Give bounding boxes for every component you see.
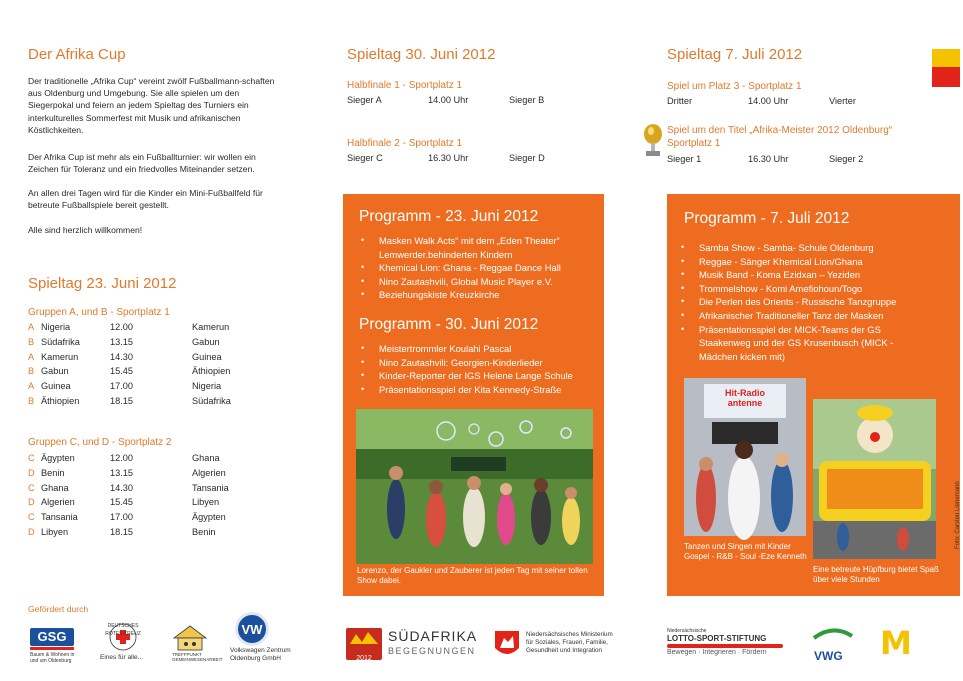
program-item: • Meistertrommler Koulahi Pascal — [359, 342, 595, 356]
program-item: • Nino Zautashvili: Georgien-Kinderlieder — [359, 356, 595, 370]
team-away: Tansania — [192, 482, 229, 493]
photo-gospel — [684, 378, 806, 536]
team-home: Südafrika — [41, 336, 80, 347]
match-time: 15.45 — [110, 366, 133, 377]
day3-title: Spieltag 7. Juli 2012 — [667, 46, 803, 63]
semifinal2-team2: Sieger D — [509, 153, 545, 163]
vw-logo — [230, 612, 300, 668]
program-panel-right — [667, 194, 960, 596]
suedafrika-logo-sub: BEGEGNUNGEN — [388, 646, 476, 656]
semifinal1-title: Halbfinale 1 - Sportplatz 1 — [347, 80, 463, 91]
team-away: Ägypten — [192, 512, 226, 523]
match-row — [28, 396, 268, 410]
group-cd-title: Gruppen C, und D - Sportplatz 2 — [28, 437, 172, 448]
mcdonalds-logo: M — [880, 624, 912, 662]
match-time: 15.45 — [110, 497, 133, 508]
match-time: 17.00 — [110, 512, 133, 523]
team-home: Benin — [41, 467, 65, 478]
program2-title: Programm - 30. Juni 2012 — [359, 316, 539, 333]
group-letter: C — [28, 453, 35, 463]
team-home: Äthiopien — [41, 396, 80, 406]
semifinal1-team2: Sieger B — [509, 95, 545, 105]
third-place-title: Spiel um Platz 3 - Sportplatz 1 — [667, 81, 802, 92]
match-row — [28, 352, 268, 366]
team-home: Algerien — [41, 497, 75, 508]
drk-logo-sub: Eines für alle... — [100, 654, 143, 661]
final-team1: Sieger 1 — [667, 154, 702, 164]
flag-yellow-block — [932, 49, 960, 67]
program-item: • Khemical Lion: Ghana - Reggae Dance Hall — [359, 261, 595, 275]
program3-title: Programm - 7. Juli 2012 — [684, 210, 850, 227]
suedafrika-logo-mark — [346, 628, 382, 660]
gsg-logo — [30, 628, 80, 668]
team-away: Algerien — [192, 467, 226, 478]
program-item: • Nino Zautashvili, Global Music Player e.V. — [359, 275, 595, 289]
vwg-logo-text: VWG — [814, 649, 843, 663]
lotto-logo-sub: Bewegen · Integrieren · Fördern — [667, 649, 767, 656]
team-home: Kamerun — [41, 351, 79, 362]
program1-list — [359, 234, 595, 302]
program-item: • Masken Walk Acts“ mit dem „Eden Theater“ Lemwerder.behinderten Kindern — [359, 234, 595, 261]
treffpunkt-logo-sub: TREFFPUNKT GEMEINWESENARBEIT — [172, 652, 223, 662]
team-away: Nigeria — [192, 381, 222, 392]
match-time: 13.15 — [110, 467, 133, 478]
match-row — [28, 453, 268, 467]
match-time: 14.30 — [110, 351, 133, 362]
match-row — [28, 483, 268, 497]
team-away: Guinea — [192, 351, 222, 362]
final-time: 16.30 Uhr — [748, 154, 789, 164]
final-team2: Sieger 2 — [829, 154, 864, 164]
program-item: • Kinder-Reporter der IGS Helene Lange Schule — [359, 369, 595, 383]
third-place-team1: Dritter — [667, 96, 693, 106]
program2-list — [359, 342, 595, 396]
match-time: 17.00 — [110, 381, 133, 392]
final-title-line2: Sportplatz 1 — [667, 138, 721, 149]
photo-lorenzo-caption: Lorenzo, der Gaukler und Zauberer ist jeden Tag mit seiner tollen Show dabei. — [357, 566, 588, 585]
match-row — [28, 381, 268, 395]
photo-lorenzo — [356, 409, 593, 564]
suedafrika-logo-year: 2012 — [356, 655, 372, 662]
lotto-sport-logo — [667, 628, 787, 662]
semifinal1-team1: Sieger A — [347, 95, 382, 105]
semifinal2-team1: Sieger C — [347, 153, 383, 163]
program-item: • Die Perlen des Orients - Russische Tanzgruppe — [679, 295, 909, 309]
vwg-logo — [810, 628, 856, 662]
match-time: 18.15 — [110, 527, 133, 537]
drk-logo — [100, 622, 150, 666]
match-time: 12.00 — [110, 322, 133, 332]
intro-paragraph: Der traditionelle „Afrika Cup“ vereint zwölf Fußballmann-schaften aus Oldenburg und Umgebung. Sie alle spielen um den Siegerpokal und feiern an jedem Spieltag des Turniers ein interkulturelles Sommerfest mit Musik und afrikanischen Köstlichkeiten. — [28, 76, 275, 135]
team-home: Libyen — [41, 527, 69, 537]
gsg-logo-sub: Bauen & Wohnen in und um Oldenburg — [30, 652, 75, 664]
team-away: Südafrika — [192, 396, 231, 406]
semifinal2-time: 16.30 Uhr — [428, 153, 469, 163]
drk-logo-top: DEUTSCHES ROTES KREUZ — [105, 623, 141, 637]
program-item: • Präsentationsspiel der Kita Kennedy-Straße — [359, 383, 595, 397]
match-time: 12.00 — [110, 453, 133, 463]
semifinal1-time: 14.00 Uhr — [428, 95, 469, 105]
group-letter: D — [28, 527, 35, 537]
niedersachsen-logo — [494, 630, 520, 660]
semifinal1-row — [347, 95, 587, 109]
group-letter: C — [28, 482, 35, 493]
match-row — [28, 366, 268, 380]
program-item: • Afrikanischer Traditioneller Tanz der Masken — [679, 309, 909, 323]
group-letter: D — [28, 497, 35, 508]
team-away: Gabun — [192, 336, 220, 347]
day1-title: Spieltag 23. Juni 2012 — [28, 275, 177, 292]
third-place-row — [667, 96, 907, 110]
match-time: 13.15 — [110, 336, 133, 347]
group-letter: C — [28, 512, 35, 523]
final-row — [667, 154, 907, 168]
third-place-team2: Vierter — [829, 96, 856, 106]
gsg-logo-name: GSG — [30, 628, 74, 646]
group-ab-title: Gruppen A, und B - Sportplatz 1 — [28, 307, 170, 318]
lotto-logo-name: LOTTO-SPORT-STIFTUNG — [667, 634, 767, 643]
team-away: Äthiopien — [192, 366, 231, 377]
day2-title: Spieltag 30. Juni 2012 — [347, 46, 496, 63]
group-letter: B — [28, 366, 35, 377]
match-row — [28, 337, 268, 351]
treffpunkt-logo — [172, 624, 223, 666]
semifinal2-row — [347, 153, 587, 167]
match-row — [28, 468, 268, 482]
program-item: • Präsentationsspiel der MICK-Teams der GS Staakenweg und der GS Krusenbusch (MICK - Mädchen kicken mit) — [679, 323, 909, 364]
intro-paragraph-3: An allen drei Tagen wird für die Kinder ein Mini-Fußballfeld für betreute Fußballspiele bereit gestellt. — [28, 188, 263, 211]
match-time: 14.30 — [110, 482, 133, 493]
match-time: 18.15 — [110, 396, 133, 406]
group-letter: B — [28, 336, 35, 347]
ministry-logo-text: Niedersächsisches Ministerium für Soziales, Frauen, Familie, Gesundheit und Integration — [526, 631, 613, 654]
team-away: Benin — [192, 527, 216, 537]
team-home: Gabun — [41, 366, 69, 377]
photo-bouncy-castle — [813, 399, 936, 559]
lotto-logo-top: Niedersächsische — [667, 628, 707, 634]
team-home: Tansania — [41, 512, 78, 523]
program-item: • Musik Band - Koma Ezidxan – Yeziden — [679, 268, 909, 282]
semifinal2-title: Halbfinale 2 - Sportplatz 1 — [347, 138, 463, 149]
group-letter: A — [28, 381, 35, 392]
match-row — [28, 512, 268, 526]
match-row — [28, 527, 268, 541]
third-place-time: 14.00 Uhr — [748, 96, 789, 106]
program-panel-middle — [343, 194, 604, 596]
photo-gospel-caption: Tanzen und Singen mit Kinder Gospel - R&B - Soul -Eze Kenneth — [684, 542, 807, 561]
intro-paragraph-2: Der Afrika Cup ist mehr als ein Fußballturnier: wir wollen ein Zeichen für Toleranz und ein friedvolles Miteinander setzen. — [28, 152, 256, 175]
photo-credit: Foto: Carsten Lienemann — [955, 481, 961, 549]
group-letter: A — [28, 322, 35, 332]
photo-bouncy-caption: Eine betreute Hüpfburg bietet Spaß über viele Stunden — [813, 565, 939, 584]
vw-logo-sub: Volkswagen Zentrum Oldenburg GmbH — [230, 647, 291, 662]
program-item: • Trommelshow - Komi Amefiohoun/Togo — [679, 282, 909, 296]
vw-logo-name: VW — [235, 612, 269, 646]
final-title: Spiel um den Titel „Afrika-Meister 2012 Oldenburg“ — [667, 125, 893, 136]
radio-banner: Hit-Radio antenne — [725, 388, 765, 408]
team-home: Ägypten — [41, 453, 75, 463]
program3-list — [679, 241, 909, 363]
team-home: Ghana — [41, 482, 69, 493]
team-away: Kamerun — [192, 322, 230, 332]
group-letter: B — [28, 396, 35, 406]
funded-by-label: Gefördert durch — [28, 604, 89, 614]
program1-title: Programm - 23. Juni 2012 — [359, 208, 539, 225]
match-row — [28, 497, 268, 511]
program-item: • Reggae - Sänger Khemical Lion/Ghana — [679, 255, 909, 269]
team-away: Libyen — [192, 497, 220, 508]
trophy-icon — [641, 122, 665, 162]
flag-red-block — [932, 67, 960, 87]
program-item: • Beziehungskiste Kreuzkirche — [359, 288, 595, 302]
program-item: • Samba Show - Samba- Schule Oldenburg — [679, 241, 909, 255]
team-home: Nigeria — [41, 322, 71, 332]
afrika-cup-title: Der Afrika Cup — [28, 46, 126, 63]
group-letter: D — [28, 467, 35, 478]
welcome-text: Alle sind herzlich willkommen! — [28, 225, 143, 235]
match-row — [28, 322, 268, 336]
suedafrika-logo-name: SÜDAFRIKA — [388, 628, 478, 644]
team-away: Ghana — [192, 453, 220, 463]
team-home: Guinea — [41, 381, 71, 392]
group-letter: A — [28, 351, 35, 362]
